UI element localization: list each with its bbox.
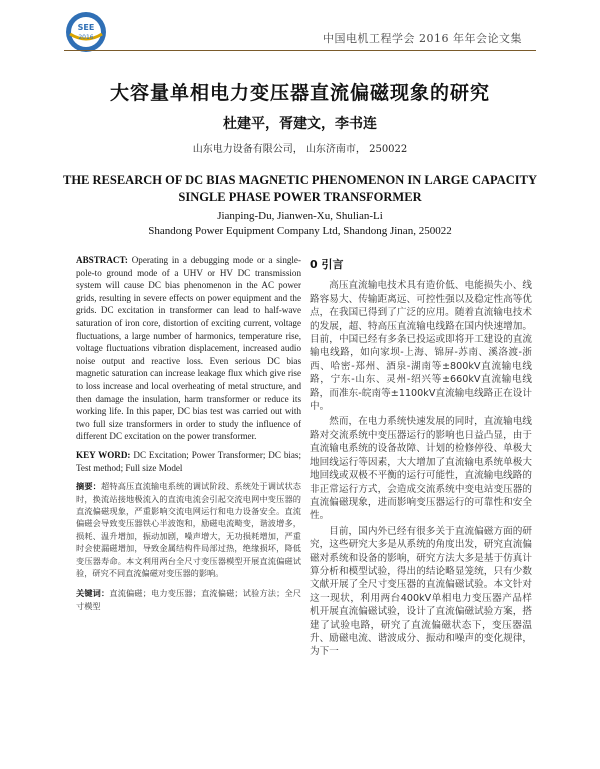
keywords-cn-text: 直流偏磁；电力变压器；直流偏磁；试验方法；全尺寸模型 (76, 588, 301, 611)
abstract-column (76, 254, 301, 620)
intro-paragraph: 高压直流输电技术具有造价低、电能损失小、线路容易大、传输距离远、可控性强以及稳定性高等优点，在我国已得到了广泛的应用。随着直流输电技术的发展，超、特高压直流输电线路在国内快速增加。目前，中国已经有多条已投运或即将开工建设的直流输电线路，如向家坝-上海、锦屏-苏南、溪洛渡-浙西、哈密-郑州、酒泉-湖南等±800kV直流输电线路，宁东-山东、灵州-绍兴等±660kV直流输电线路，而准东-皖南等±1100kV直流输电线路正在设计中。 (310, 280, 532, 413)
section-heading: 0 引言 (310, 258, 344, 271)
keywords-cn (76, 587, 301, 612)
abstract-cn-label: 摘要： (76, 481, 102, 492)
abstract-cn-text: 超特高压直流输电系统的调试阶段、系统处于调试状态时，换流站接地极流入的直流电流会引起交流电网中变压器的直流偏磁现象，严重影响交流电网运行和电力设备安全。直流偏磁会导致变压器铁心半波饱和，励磁电流畸变，谐波增多，损耗、温升增加，振动加剧，噪声增大，无功损耗增加，严重时会使漏磁增加，导致金属结构件局部过热，绝缘损坏，降低变压器寿命。本文利用两台全尺寸变压器模型开展直流偏磁试验，研究不同直流偏磁对变压器的影响。 (76, 481, 301, 578)
abstract-en (76, 254, 301, 443)
keywords-text: DC Excitation; Power Transformer; DC bias; Test method; Full size Model (76, 449, 302, 473)
abstract-text: Operating in a debugging mode or a single-pole-to ground mode of a UHV or HV DC transmission system will cause DC bias phenomenon in the AC power grids, resulting in severe effects on power equipment and the grids. DC excitation in transformer can lead to half-wave saturation of iron core, distortion of exciting current, voltage fluctuations, a large number of harmonics, temperature rise, voltage fluctuations vibration displacement, increased audio noise output and reactive loss. Even serious DC bias magnetic saturation can increase leakage flux which give rise to loss increase and local overheating of metal structure, and then damage the insulation, harm transformer or reduce its working life. In this paper, DC bias test was carried out with two full size transformers in order to study the influence of different DC excitation on the power transformer. (76, 255, 301, 442)
paper-title-cn: 大容量单相电力变压器直流偏磁现象的研究 (109, 82, 490, 104)
abstract-label: ABSTRACT: (76, 255, 128, 265)
svg-text:SEE: SEE (77, 23, 95, 32)
keywords-en (76, 449, 301, 474)
intro-paragraph: 然而，在电力系统快速发展的同时，直流输电线路对交流系统中变压器运行的影响也日益凸显，由于直流输电系统的设备故障、计划的检修停役、单极大地回线运行等因素，大大增加了直流输电系统单极大地回线或双极不平衡的运行可能性，直流输电线路的非正常运行方式，会造成交流系统中变电站变压器的直流偏磁现象，进而影响变压器运行的可靠性和安全性。 (310, 416, 532, 522)
conference-logo (64, 10, 108, 54)
paper-title-en: THE RESEARCH OF DC BIAS MAGNETIC PHENOMENON IN LARGE CAPACITY SINGLE PHASE POWER TRANSFORMER (63, 173, 537, 204)
authors-en: Jianping-Du, Jianwen-Xu, Shulian-Li (217, 210, 383, 222)
intro-paragraph: 目前，国内外已经有很多关于直流偏磁方面的研究，这些研究大多是从系统的角度出发，研究直流偏磁对系统和设备的影响，研究方法大多是基于仿真计算分析和模型试验，得出的结论略显笼统，只有少数文献开展了全尺寸变压器的直流偏磁试验。本文针对这一现状，利用两台400kV单相电力变压器产品样机开展直流偏磁试验，设计了直流偏磁试验方案，搭建了试验电路，研究了直流偏磁状态下，变压器温升、励磁电流、谐波成分、振动和噪声的变化规律，为下一 (310, 525, 532, 658)
affiliation-en: Shandong Power Equipment Company Ltd, Shandong Jinan, 250022 (148, 225, 452, 237)
affiliation-cn: 山东电力设备有限公司， 山东济南市， 250022 (192, 144, 408, 155)
abstract-cn (76, 480, 301, 579)
authors-cn: 杜建平，胥建文，李书连 (223, 116, 377, 132)
header-divider (64, 50, 536, 51)
svg-text:2016: 2016 (78, 34, 94, 41)
keywords-label: KEY WORD: (76, 449, 131, 460)
keywords-cn-label: 关键词： (76, 588, 110, 599)
introduction-column (310, 254, 532, 661)
running-header: 中国电机工程学会 2016 年年会论文集 (323, 32, 522, 45)
